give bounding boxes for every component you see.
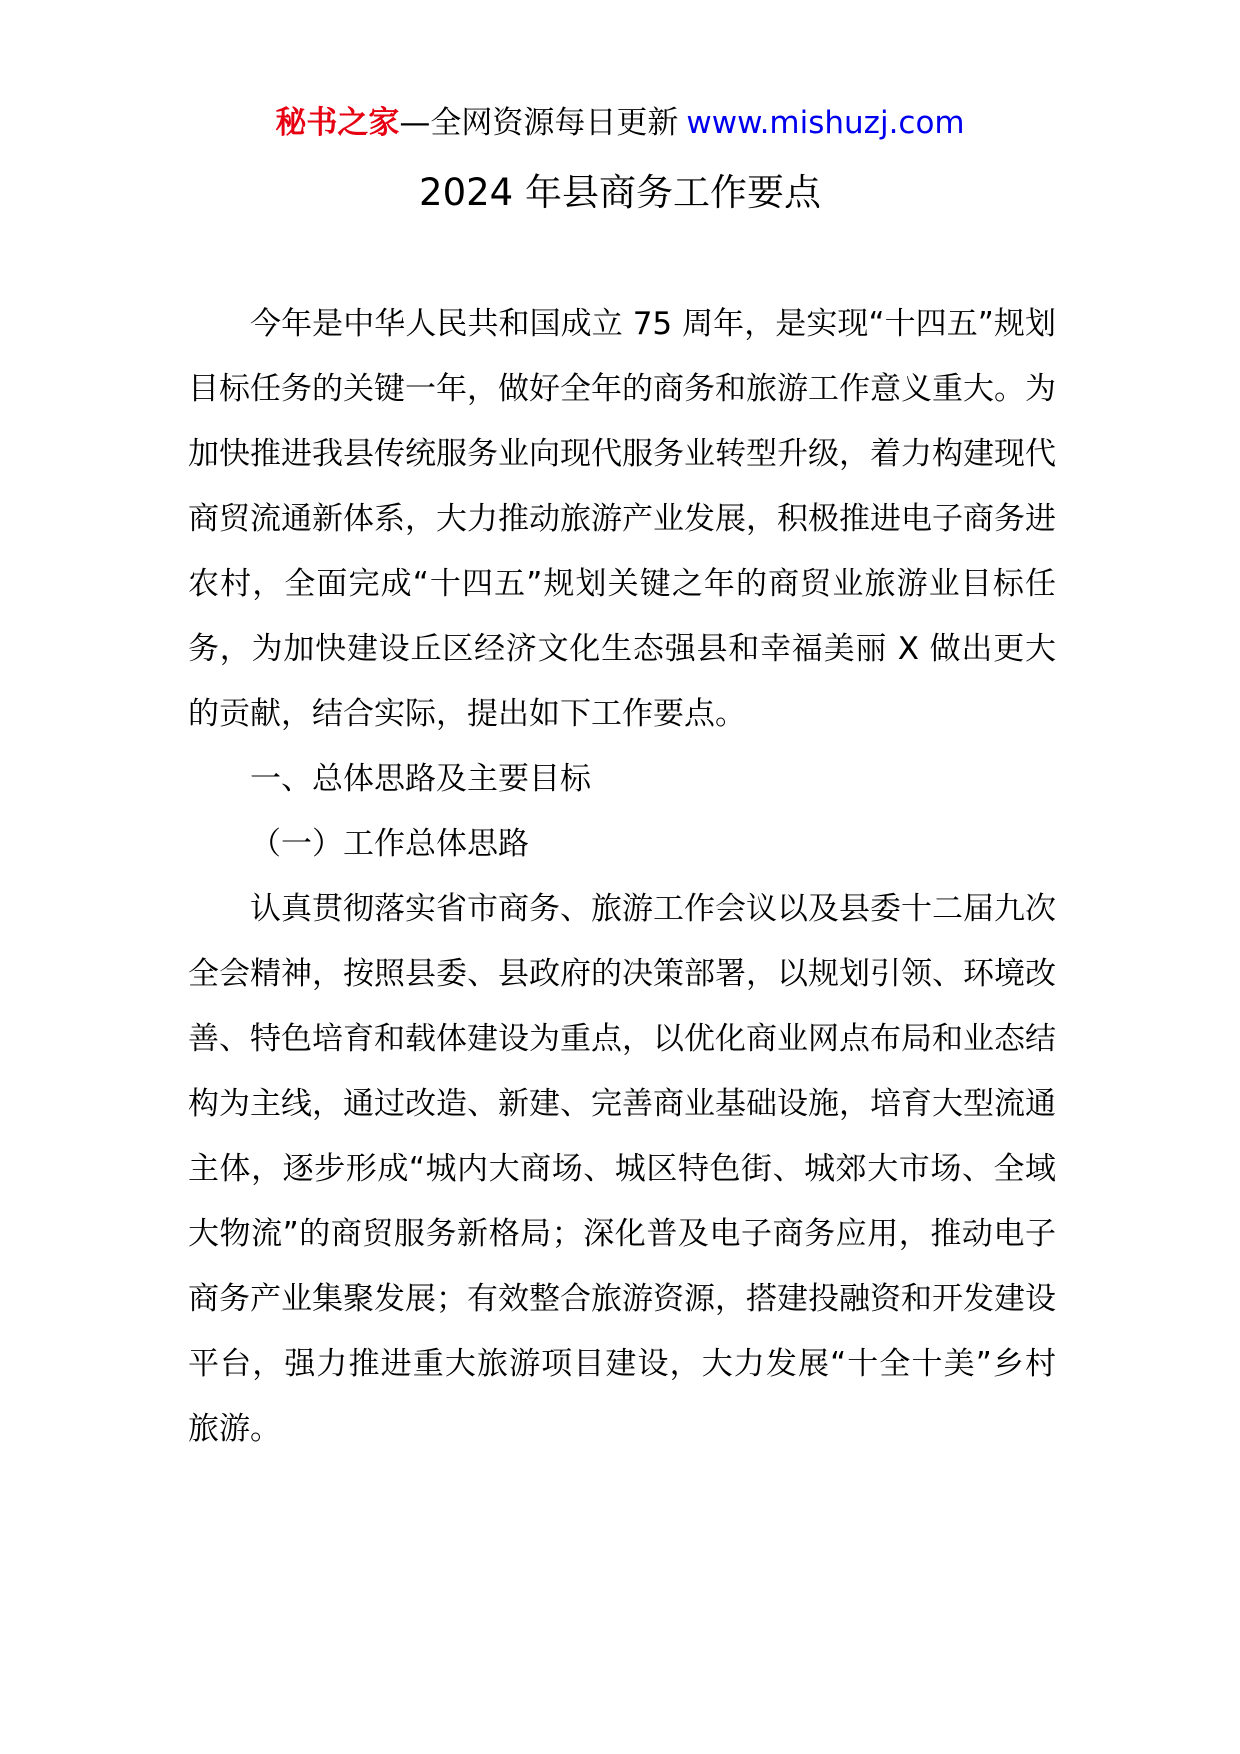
document-body xyxy=(188,292,1056,1462)
header-dash: — xyxy=(399,105,431,141)
subsection-heading: （一）工作总体思路 xyxy=(250,826,529,862)
header-slogan: 全网资源每日更新 xyxy=(430,105,679,141)
brand-name: 秘书之家 xyxy=(275,105,400,141)
document-title: 2024 年县商务工作要点 xyxy=(419,171,821,214)
section-heading: 一、总体思路及主要目标 xyxy=(250,761,591,797)
body-paragraph: 认真贯彻落实省市商务、旅游工作会议以及县委十二届九次全会精神，按照县委、县政府的决策部署，以规划引领、环境改善、特色培育和载体建设为重点，以优化商业网点布局和业态结构为主线，通过改造、新建、完善商业基础设施，培育大型流通主体，逐步形成“城内大商场、城区特色街、城郊大市场、全域大物流”的商贸服务新格局；深化普及电子商务应用，推动电子商务产业集聚发展；有效整合旅游资源，搭建投融资和开发建设平台，强力推进重大旅游项目建设，大力发展“十全十美”乡村旅游。 xyxy=(188,891,1056,1447)
site-url-link[interactable]: www.mishuzj.com xyxy=(686,105,965,141)
site-header xyxy=(0,100,1240,146)
intro-paragraph: 今年是中华人民共和国成立 75 周年，是实现“十四五”规划目标任务的关键一年，做好全年的商务和旅游工作意义重大。为加快推进我县传统服务业向现代服务业转型升级，着力构建现代商贸流通新体系，大力推动旅游产业发展，积极推进电子商务进农村，全面完成“十四五”规划关键之年的商贸业旅游业目标任务，为加快建设丘区经济文化生态强县和幸福美丽 X 做出更大的贡献，结合实际，提出如下工作要点。 xyxy=(188,306,1056,732)
